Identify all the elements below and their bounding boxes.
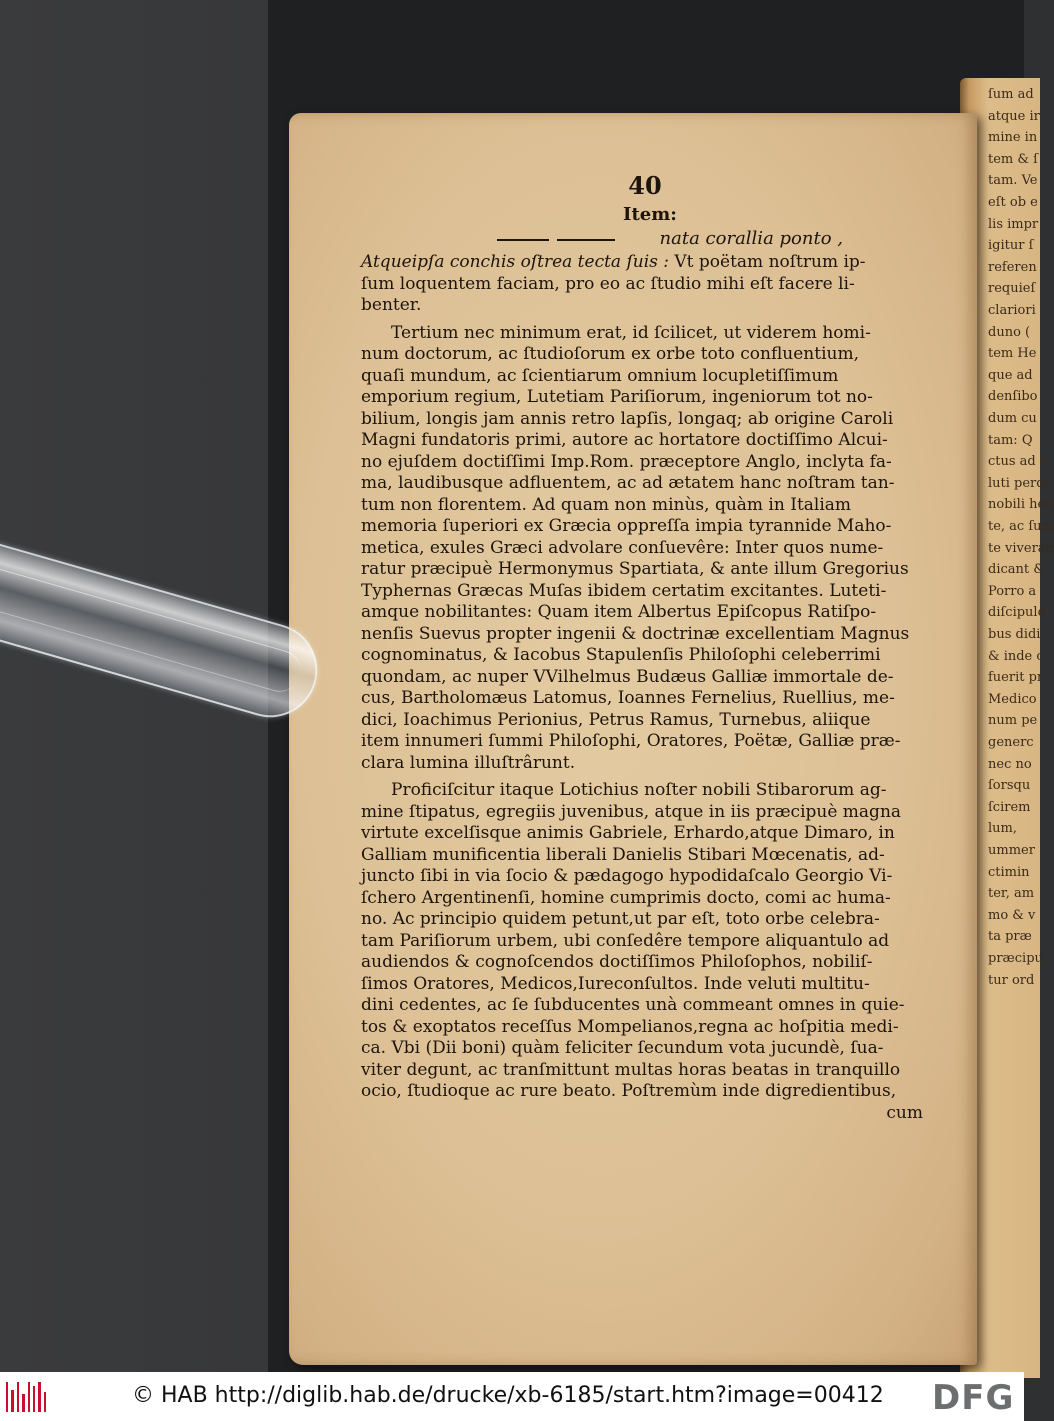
facing-page-fragment: nobili hen — [988, 497, 1054, 513]
line-text: clara lumina illuſtrârunt. — [361, 752, 576, 773]
text-line — [361, 1017, 929, 1039]
facing-page-fragment: & inde c — [988, 648, 1044, 664]
line-text: metica, exules Græci advolare conſuevêre: Inter quos nume- — [361, 537, 884, 558]
facing-page-fragment: ta præ — [988, 929, 1032, 945]
line-text: cognominatus, & Iacobus Stapulenſis Philoſophi celeberrimi — [361, 645, 881, 665]
text-line — [361, 387, 929, 409]
italic-quote: Atqueipſa conchis oſtrea tecta ſuis : — [361, 252, 669, 272]
text-line — [361, 645, 929, 667]
page-number: 40 — [628, 171, 662, 200]
footer-bar — [0, 1372, 1024, 1421]
line-text: Proficiſcitur itaque Lotichius noſter nobili Stibarorum ag- — [391, 780, 887, 800]
facing-page-fragment: referen — [988, 259, 1037, 275]
facing-page-fragment: ummer — [988, 843, 1035, 858]
barcode-bar — [6, 1382, 8, 1412]
text-line — [361, 344, 929, 366]
text-line — [361, 909, 929, 931]
text-line — [361, 581, 929, 603]
facing-page-fragment: requieſ — [988, 281, 1036, 297]
item-heading: Item: — [623, 204, 677, 225]
text-line — [361, 366, 929, 388]
line-text: ocio, ſtudioque ac rure beato. Poſtremùm inde digredientibus, — [361, 1081, 897, 1101]
line-text: quaſi mundum, ac ſcientiarum omnium locupletiſſimum — [361, 365, 839, 386]
line-text: no ejuſdem doctiſſimi Imp.Rom. præceptore Anglo, inclyta fa- — [361, 451, 892, 472]
text-line — [361, 1038, 929, 1060]
barcode-bar — [28, 1382, 30, 1412]
line-text: dini cedentes, ac ſe ſubducentes unà commeant omnes in quie- — [361, 995, 905, 1015]
barcode-bar — [11, 1390, 13, 1412]
line-text: audiendos & cognoſcendos doctiſſimos Philoſophos, nobiliſ- — [361, 952, 873, 972]
text-line — [361, 409, 929, 431]
facing-page-fragment: dicant & — [988, 562, 1045, 578]
text-line — [361, 931, 929, 953]
facing-page-fragment: atque ir — [988, 108, 1040, 124]
facing-page-fragment: num pe — [988, 713, 1038, 729]
facing-page-fragment: tem He — [988, 346, 1037, 362]
text-line — [361, 473, 929, 495]
line-text: amque nobilitantes: Quam item Albertus Epiſcopus Ratiſpo- — [361, 602, 877, 622]
facing-page-fragment: præcipu — [988, 951, 1043, 966]
text-line — [361, 731, 929, 753]
facing-page-fragment: ſum ad — [988, 87, 1034, 102]
facing-page-fragment: tam: Q — [988, 432, 1033, 448]
facing-page-fragment: tam. Ve — [988, 173, 1038, 189]
facing-page-fragment: mine in — [988, 130, 1038, 146]
line-text: juncto ſibi in via ſocio & pædagogo hypodidaſcalo Georgio Vi- — [361, 866, 893, 886]
facing-page-fragment: que ad — [988, 367, 1033, 383]
text-line — [361, 995, 929, 1017]
quote-line — [361, 226, 929, 252]
facing-page-fragment: ſcirem — [988, 799, 1031, 815]
barcode-icon — [6, 1382, 46, 1412]
line-text: num doctorum, ac ſtudioſorum ex orbe toto confluentium, — [361, 344, 859, 364]
text-line — [361, 974, 929, 996]
text-line — [361, 1081, 929, 1103]
paragraph — [361, 323, 929, 775]
text-line — [361, 952, 929, 974]
text-line — [361, 559, 929, 581]
facing-page-fragment: generc — [988, 735, 1034, 750]
line-text: no. Ac principio quidem petunt,ut par eſt, toto orbe celebra- — [361, 909, 880, 929]
line-text: virtute excelſisque animis Gabriele, Erhardo,atque Dimaro, in — [361, 823, 895, 843]
facing-page-fragment: lum, — [988, 821, 1017, 837]
line-text: Vt poëtam noſtrum ip- — [669, 252, 866, 272]
dfg-logo — [930, 1378, 1016, 1418]
line-text: emporium regium, Lutetiam Pariſiorum, ingeniorum tot no- — [361, 387, 873, 407]
line-text: tum non florentem. Ad quam non minùs, quàm in Italiam — [361, 494, 852, 515]
facing-page-fragment: tem & ſ — [988, 151, 1038, 167]
text-line — [361, 710, 929, 732]
text-line — [361, 667, 929, 689]
facing-page-fragment: igitur ſ — [988, 238, 1034, 254]
paragraph — [361, 252, 929, 317]
line-text: ſchero Argentinenſi, homine cumprimis docto, comi ac huma- — [361, 887, 891, 908]
line-text: item innumeri ſummi Philoſophi, Oratores, Poëtæ, Galliæ præ- — [361, 731, 901, 751]
text-line — [361, 452, 929, 474]
text-line — [361, 538, 929, 560]
facing-page-fragment: te viveran — [988, 540, 1054, 556]
text-line — [361, 780, 929, 802]
barcode-bar — [38, 1382, 40, 1412]
facing-page-fragment: lis impr — [988, 216, 1039, 232]
facing-page-fragment: clariori — [988, 303, 1036, 318]
text-line — [361, 845, 929, 867]
line-text: cus, Bartholomæus Latomus, Ioannes Fernelius, Ruellius, me- — [361, 688, 895, 708]
line-text: ſimos Oratores, Medicos,Iureconſultos. Inde veluti multitu- — [361, 973, 870, 994]
barcode-bar — [33, 1386, 35, 1412]
text-line — [361, 624, 929, 646]
quote-text: nata corallia ponto , — [659, 228, 843, 249]
text-line — [361, 802, 929, 824]
facing-page-fragment: ctus ad c — [988, 454, 1048, 470]
facing-page-fragment: ctimin — [988, 864, 1030, 880]
facing-page-fragment: bus didi — [988, 627, 1041, 642]
text-line — [361, 888, 929, 910]
line-text: Typhernas Græcas Muſas ibidem certatim excitantes. Luteti- — [361, 580, 887, 601]
text-line — [361, 1060, 929, 1082]
facing-page-fragment: ter, am — [988, 886, 1035, 902]
facing-page-fragment: ſorsqu — [988, 778, 1031, 794]
text-line — [361, 866, 929, 888]
line-text: viter degunt, ac tranſmittunt multas horas beatas in tranquillo — [361, 1059, 901, 1080]
svg-text:DFG: DFG — [932, 1378, 1015, 1418]
facing-page-fragment: luti perdi — [988, 475, 1049, 491]
line-text: tam Pariſiorum urbem, ubi conſedêre tempore aliquantulo ad — [361, 930, 890, 951]
barcode-bar — [22, 1394, 24, 1412]
text-line — [361, 252, 929, 274]
line-text: benter. — [361, 295, 422, 315]
text-line — [361, 823, 929, 845]
line-text: tos & exoptatos receſſus Mompelianos,regna ac hoſpitia medi- — [361, 1016, 899, 1037]
copyright-url[interactable]: © HAB http://diglib.hab.de/drucke/xb-6185/start.htm?image=00412 — [132, 1383, 884, 1408]
facing-page-fragment: diſcipulo — [988, 605, 1046, 621]
line-text: quondam, ac nuper VVilhelmus Budæus Galliæ immortale de- — [361, 666, 894, 687]
line-text: bilium, longis jam annis retro lapſis, longaq; ab origine Caroli — [361, 408, 894, 429]
dash-rule — [557, 239, 615, 241]
text-line — [361, 516, 929, 538]
paragraph — [361, 780, 929, 1103]
line-text: Galliam munificentia liberali Danielis Stibari Mœcenatis, ad- — [361, 844, 885, 865]
facing-page-fragment: nec no — [988, 756, 1032, 772]
line-text: nenſis Suevus propter ingenii & doctrinæ excellentiam Magnus — [361, 623, 910, 644]
barcode-bar — [17, 1382, 19, 1412]
page-text — [361, 172, 929, 1124]
facing-page-fragment: dum cu — [988, 411, 1037, 426]
line-text: ma, laudibusque adfluentem, ac ad ætatem hanc noſtram tan- — [361, 473, 895, 493]
text-line — [361, 430, 929, 452]
dash-rule — [497, 239, 549, 241]
text-line — [361, 495, 929, 517]
pipette-highlight — [0, 565, 305, 696]
line-text: Magni fundatoris primi, autore ac hortatore doctiſſimo Alcui- — [361, 430, 888, 450]
text-line — [361, 323, 929, 345]
text-line — [361, 274, 929, 296]
line-text: ca. Vbi (Dii boni) quàm feliciter ſecundum vota jucundè, ſua- — [361, 1038, 884, 1058]
facing-page-fragment: te, ac ſum — [988, 519, 1054, 534]
line-text: memoria ſuperiori ex Græcia oppreſſa impia tyrannide Maho- — [361, 516, 892, 536]
line-text: dici, Ioachimus Perionius, Petrus Ramus, Turnebus, aliique — [361, 709, 871, 730]
line-text: ſum loquentem faciam, pro eo ac ſtudio mihi eſt facere li- — [361, 273, 855, 294]
facing-page-fragment: tur ord — [988, 972, 1035, 988]
text-line — [361, 602, 929, 624]
body-paragraphs — [361, 252, 929, 1103]
facing-page-fragment: duno ( — [988, 324, 1031, 340]
text-line — [361, 688, 929, 710]
facing-page-fragment: Medico — [988, 691, 1037, 707]
facing-page-fragment: denſibo — [988, 389, 1038, 405]
facing-page-fragment: eſt ob e — [988, 195, 1038, 210]
line-text: mine ſtipatus, egregiis juvenibus, atque in iis præcipuè magna — [361, 801, 902, 822]
barcode-bar — [44, 1392, 46, 1412]
line-text: Tertium nec minimum erat, id ſcilicet, ut viderem homi- — [391, 322, 871, 343]
catchword: cum — [886, 1102, 923, 1123]
facing-page-fragment: Porro a — [988, 583, 1037, 599]
text-line — [361, 295, 929, 317]
facing-page-fragment: mo & v — [988, 907, 1036, 923]
text-line — [361, 753, 929, 775]
facing-page-fragment: fuerit pr — [988, 670, 1044, 686]
line-text: ratur præcipuè Hermonymus Spartiata, & ante illum Gregorius — [361, 559, 909, 579]
